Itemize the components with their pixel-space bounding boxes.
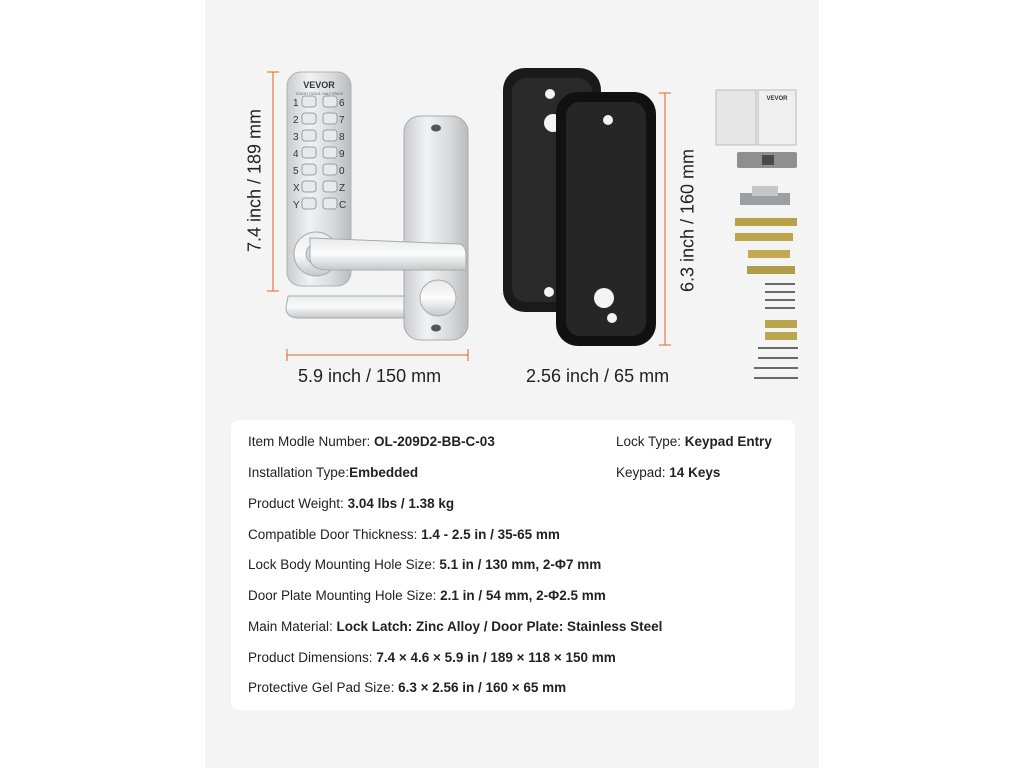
keypad-key: 6	[339, 98, 345, 109]
keypad-key: X	[293, 183, 300, 194]
spec-dimensions-value: 7.4 × 4.6 × 5.9 in / 189 × 118 × 150 mm	[376, 650, 616, 665]
spec-dimensions-label: Product Dimensions:	[248, 650, 377, 665]
keypad-key: 2	[293, 115, 299, 126]
pad-height-dimension-line	[659, 93, 671, 345]
keypad-key: Z	[339, 183, 346, 194]
spec-lock-hole	[248, 557, 601, 572]
keypad-key: 8	[339, 132, 345, 143]
spec-installation-value: Embedded	[349, 465, 419, 480]
lock-width-dimension-line	[287, 349, 468, 361]
spec-installation	[248, 465, 418, 480]
spec-model-label: Item Modle Number:	[248, 434, 375, 449]
keypad-key: 7	[339, 115, 345, 126]
brand-tagline: TOUGH TOOLS, HALF PRICE	[295, 92, 343, 96]
spec-plate-hole-label: Door Plate Mounting Hole Size:	[248, 588, 441, 603]
spec-dimensions	[248, 650, 616, 665]
spec-gel-pad-label: Protective Gel Pad Size:	[248, 680, 399, 695]
spec-keypad-value: 14 Keys	[669, 465, 721, 480]
spec-weight-label: Product Weight:	[248, 496, 348, 511]
pad-height-label: 6.3 inch / 160 mm	[677, 148, 698, 293]
spec-model-value: OL-209D2-BB-C-03	[374, 434, 495, 449]
svg-text:VEVOR: VEVOR	[766, 96, 788, 102]
spec-door-thickness-value: 1.4 - 2.5 in / 35-65 mm	[421, 527, 560, 542]
lock-height-label: 7.4 inch / 189 mm	[244, 108, 265, 253]
lock-height-dimension-line	[267, 72, 279, 291]
hardware-kit-icon	[716, 90, 798, 378]
spec-keypad-label: Keypad:	[616, 465, 670, 480]
spec-gel-pad	[248, 680, 566, 695]
keypad-key: 1	[293, 98, 299, 109]
spec-plate-hole-value: 2.1 in / 54 mm, 2-Φ2.5 mm	[440, 588, 606, 603]
spec-plate-hole	[248, 588, 606, 603]
spec-lock-hole-label: Lock Body Mounting Hole Size:	[248, 557, 440, 572]
keypad-key: C	[339, 200, 347, 211]
pad-width-label: 2.56 inch / 65 mm	[526, 366, 670, 386]
spec-weight	[248, 496, 454, 511]
spec-gel-pad-value: 6.3 × 2.56 in / 160 × 65 mm	[398, 680, 567, 695]
spec-keypad	[616, 465, 720, 480]
keypad-key: 9	[339, 149, 345, 160]
spec-card	[231, 420, 795, 710]
spec-lock-type-label: Lock Type:	[616, 434, 685, 449]
keypad-key: 0	[339, 166, 345, 177]
spec-material	[248, 619, 662, 634]
spec-door-thickness-label: Compatible Door Thickness:	[248, 527, 422, 542]
gel-pad-icon	[503, 68, 656, 346]
spec-weight-value: 3.04 lbs / 1.38 kg	[347, 496, 455, 511]
spec-model	[248, 434, 495, 449]
keypad-key: 3	[293, 132, 299, 143]
brand-logo: VEVOR	[303, 80, 335, 90]
spec-lock-type-value: Keypad Entry	[684, 434, 772, 449]
spec-lock-type	[616, 434, 772, 449]
spec-material-value: Lock Latch: Zinc Alloy / Door Plate: Stainless Steel	[336, 619, 663, 634]
lock-width-label: 5.9 inch / 150 mm	[298, 366, 442, 386]
keypad-key: 4	[293, 149, 299, 160]
spec-material-label: Main Material:	[248, 619, 337, 634]
keypad-key: Y	[293, 200, 300, 211]
keypad-key: 5	[293, 166, 299, 177]
spec-door-thickness	[248, 527, 560, 542]
spec-lock-hole-value: 5.1 in / 130 mm, 2-Φ7 mm	[439, 557, 602, 572]
spec-installation-label: Installation Type:	[248, 465, 350, 480]
